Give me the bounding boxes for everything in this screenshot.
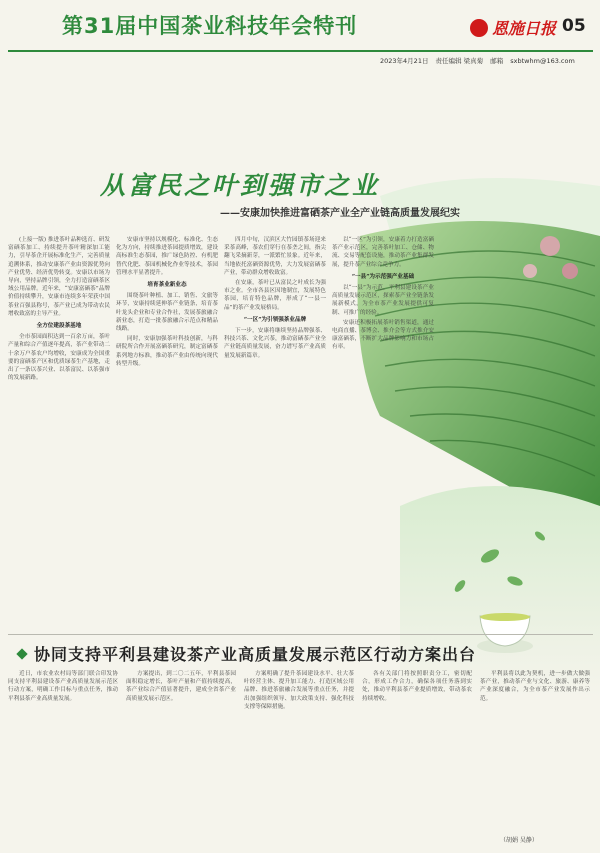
- bottom-column-3: [244, 670, 354, 842]
- paragraph: 近日，市农业农村局等部门联合印发协同支持平利县建设茶产业高质量发展示范区行动方案，明确工作目标与重点任务，推动平利县茶产业高质量发展。: [8, 671, 118, 702]
- paragraph: 平利县将以此为契机，进一步做大做强茶产业，推动茶产业与文化、旅游、康养等产业深度融合，为全市茶产业发展作出示范。: [480, 671, 590, 702]
- page-number: 05: [562, 16, 586, 36]
- paragraph: 围绕茶叶种植、加工、销售、文旅等环节，安康持续延伸茶产业链条，培育茶叶龙头企业和专业合作社，发展茶旅融合新业态，打造一批茶旅融合示范点和精品线路。: [116, 293, 218, 333]
- paragraph: 安康还积极拓展茶叶销售渠道，通过电商直播、茶博会、推介会等方式推介安康富硒茶，不断扩大品牌影响力和市场占有率。: [332, 319, 434, 351]
- issue-date: 2023年4月21日: [380, 57, 429, 65]
- feature-article: [0, 66, 600, 646]
- article-column-2: [116, 236, 218, 691]
- issue-meta: [380, 56, 580, 65]
- bottom-article-body: [8, 670, 593, 845]
- article-column-1: [8, 236, 110, 691]
- diamond-marker-icon: [16, 648, 27, 659]
- section-heading: “一县”为示范强产业基础: [351, 273, 415, 280]
- editor-credit: 责任编辑 梁真菊: [435, 57, 484, 65]
- paragraph: 以“一县”为示范，平利县建设茶产业高质量发展示范区，探索茶产业全链条发展新模式，为全市茶产业发展提供可复制、可推广的经验。: [332, 285, 434, 316]
- editor-email: sxbtwhm@163.com: [510, 57, 575, 65]
- logo-emblem-icon: [470, 19, 488, 37]
- feature-title: 从富民之叶到强市之业: [100, 171, 381, 200]
- email-label: 邮箱: [490, 57, 506, 65]
- masthead-rule: [8, 50, 593, 52]
- paragraph: 同时，安康加强茶叶科技创新，与科研院所合作开展富硒茶研究，制定富硒茶系列地方标准，推动茶产业由传统向现代转型升级。: [116, 336, 218, 367]
- section-heading: “一区”为引领强茶业品牌: [243, 316, 307, 323]
- section-heading: 全方位建設茶基地: [36, 323, 82, 330]
- paragraph: 安康市坚持以规模化、标准化、生态化为方向，持续推进茶园提质增效，建设高标准生态茶园，推广绿色防控、有机肥替代化肥、茶园机械化作业等技术，茶园管理水平显著提升。: [116, 237, 218, 276]
- paragraph: 全市茶园面积达到一百余万亩，茶叶产量和综合产值逐年提高，茶产业带动二十余万户茶农户均增收，安康成为全国重要的富硒茶产区和优质绿茶生产基地，走出了一条以茶兴业、以茶富民、以茶强市的发展新路。: [8, 334, 110, 382]
- bottom-column-2: [126, 670, 236, 842]
- bottom-article-title: 协同支持平利县建设茶产业高质量发展示范区行动方案出台: [34, 645, 477, 664]
- paragraph: 各有关部门将按照职责分工，密切配合，形成工作合力，确保各项任务落到实处，推动平利县茶产业提质增效，带动茶农持续增收。: [362, 671, 472, 702]
- paragraph: 下一步，安康将继续坚持品牌强茶、科技兴茶、文化兴茶，推动富硒茶产业全产业链高质量发展，奋力谱写茶产业高质量发展新篇章。: [224, 328, 326, 359]
- paragraph: 方案提出，到二〇二五年，平利县茶园面积稳定增长，茶叶产量和产值持续提高，茶产业综合产值显著提升，建成全省茶产业高质量发展示范区。: [126, 671, 236, 702]
- paragraph: 方案明确了提升茶园建设水平、壮大茶叶经营主体、提升加工能力、打造区域公用品牌、推进茶旅融合发展等重点任务，并提出加强组织领导、加大政策支持、强化科技支撑等保障措施。: [244, 671, 354, 710]
- bottom-column-1: [8, 670, 118, 842]
- feature-subtitle: ——安康加快推进富硒茶产业全产业链高质量发展纪实: [220, 208, 460, 219]
- paragraph: (上接一版) 推进茶叶品种选育、研发富硒茶加工、持续提升茶叶精深加工能力，引导茶企开展标准化生产，完善质量追溯体系，推动安康茶产业由资源优势向产业优势、经济优势转变。安康以市场为导向，坚持品牌引领，全力打造富硒茶区域公用品牌。近年来，“安康富硒茶”品牌价值持续攀升，安康市连续多年荣获中国茶业百强县称号，茶产业已成为带动农民增收致富的主导产业。: [8, 237, 110, 317]
- paragraph: 以“一区”为引领，安康着力打造富硒茶产业示范区，完善茶叶加工、仓储、物流、交易等配套设施，推动茶产业集群发展，提升茶产业综合竞争力。: [332, 237, 434, 268]
- paragraph: 四月中旬，汉滨区大竹园镇茶场迎来采茶高峰，茶农们穿行在茶垄之间，指尖翻飞采摘新芽，一派繁忙景象。近年来，当地依托富硒资源优势，大力发展富硒茶产业，带动群众增收致富。: [224, 237, 326, 276]
- article-column-4: [332, 236, 434, 596]
- logo-text: 恩施日报: [492, 19, 557, 38]
- newspaper-logo: [470, 16, 556, 39]
- article-column-3: [224, 236, 326, 691]
- reporter-credit: （胡娟 吴静）: [500, 837, 538, 844]
- special-issue-title: 第31届中国茶业科技年会特刊: [62, 14, 358, 38]
- bottom-article-header: [8, 642, 593, 665]
- paragraph: 在安康，茶叶已从富民之叶成长为强市之业。全市各县区因地制宜，发展特色茶园，培育特色品牌，形成了“一县一品”的茶产业发展格局。: [224, 280, 326, 311]
- masthead: [0, 0, 600, 65]
- bottom-column-4: [362, 670, 472, 842]
- section-divider: [8, 634, 593, 635]
- bottom-column-5: [480, 670, 590, 842]
- section-heading: 培育茶业新业态: [147, 282, 187, 289]
